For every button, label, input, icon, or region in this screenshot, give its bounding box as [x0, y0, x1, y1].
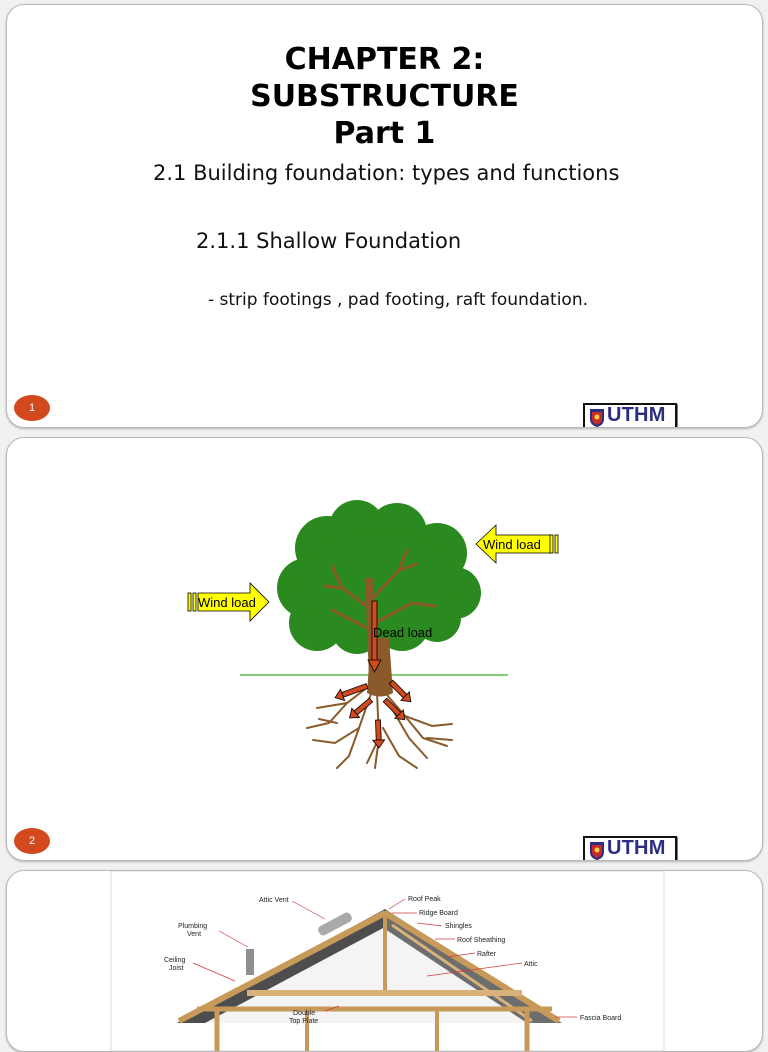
uthm-logo [583, 403, 677, 428]
bullet-text: - strip footings , pad footing, raft foundation. [208, 290, 589, 310]
section-heading: 2.1 Building foundation: types and functions [153, 161, 620, 185]
wind-load-label-left: Wind load [198, 595, 256, 610]
uthm-logo [583, 836, 677, 861]
page-number-badge: 2 [14, 828, 50, 854]
logo-text: UTHM [607, 404, 666, 426]
logo-underline [607, 427, 671, 428]
label-roof-sheathing: Roof Sheathing [457, 937, 506, 944]
label-attic-vent: Attic Vent [259, 897, 289, 904]
label-plumbing-vent-1: Plumbing [178, 923, 208, 930]
label-double-top-plate-1: Double [293, 1010, 316, 1017]
title-line-3: Part 1 [333, 116, 436, 151]
subsection-heading: 2.1.1 Shallow Foundation [196, 229, 462, 253]
title-line-2: SUBSTRUCTURE [250, 79, 519, 114]
logo-text: UTHM [607, 837, 666, 859]
slide-title [7, 41, 762, 152]
label-fascia-board: Fascia Board [580, 1015, 622, 1022]
label-plumbing-vent-2: Vent [187, 931, 202, 938]
label-ridge-board: Ridge Board [419, 910, 458, 917]
uthm-shield-icon [589, 408, 605, 428]
label-attic: Attic [524, 961, 538, 968]
logo-underline [607, 860, 671, 861]
label-shingles: Shingles [445, 923, 472, 930]
slide-3 [6, 870, 763, 1052]
label-roof-peak: Roof Peak [408, 896, 441, 903]
label-ceiling-joist-2: Joist [169, 965, 184, 972]
label-ceiling-joist-1: Ceiling [164, 957, 186, 964]
slide-1 [6, 4, 763, 428]
uthm-shield-icon [589, 841, 605, 861]
label-double-top-plate-2: Top Plate [289, 1018, 319, 1025]
house-framing-diagram [7, 871, 762, 1051]
tree-load-diagram [7, 438, 762, 860]
slide-2 [6, 437, 763, 861]
page-number-badge: 1 [14, 395, 50, 421]
title-line-1: CHAPTER 2: [284, 42, 485, 77]
dead-load-label: Dead load [373, 625, 433, 640]
label-rafter: Rafter [477, 951, 497, 958]
wind-load-label-right: Wind load [483, 537, 541, 552]
plumbing-vent-pipe [246, 949, 254, 975]
